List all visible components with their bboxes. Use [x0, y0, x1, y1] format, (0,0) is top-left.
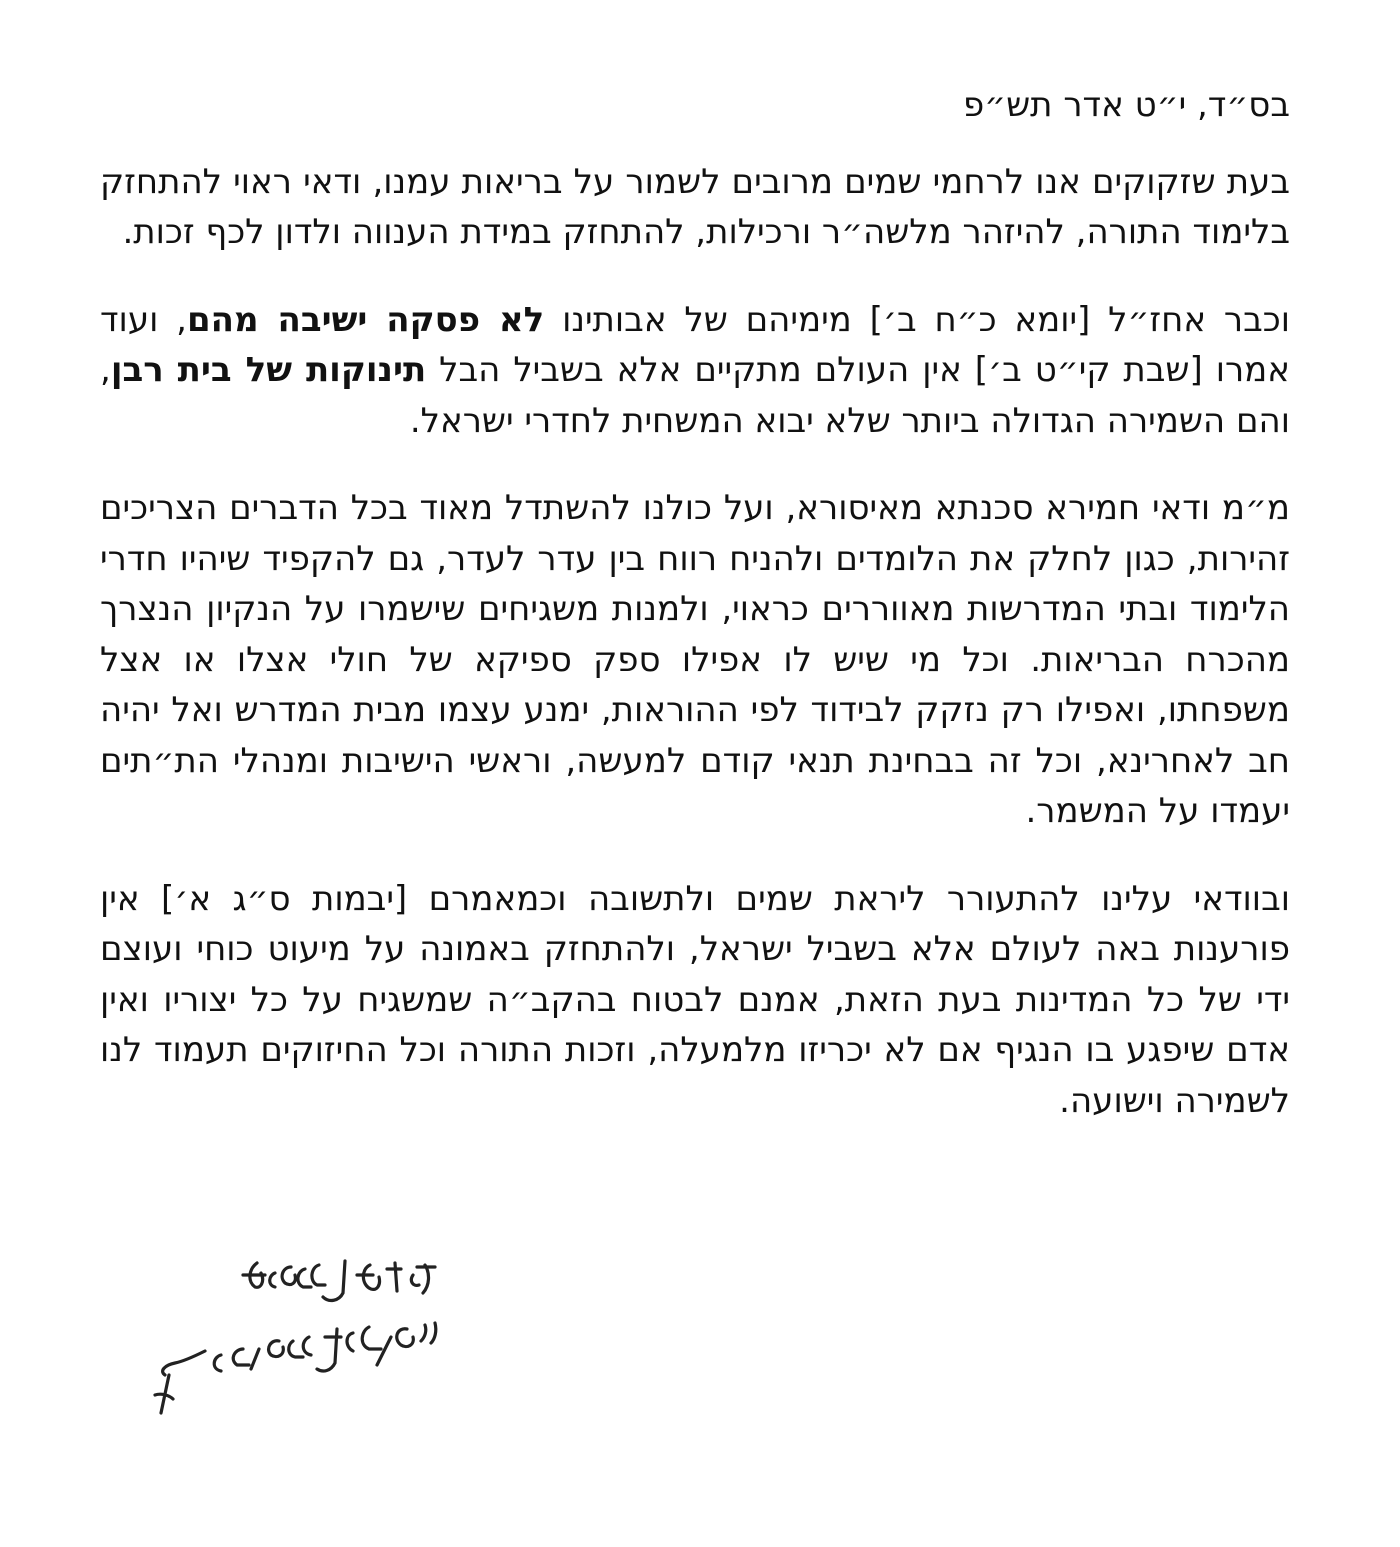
- paragraph-text: מ״מ ודאי חמירא סכנתא מאיסורא, ועל כולנו להשתדל מאוד בכל הדברים הצריכים זהירות, כגון לחלק את הלומדים ולהניח רווח בין עדר לעדר, גם להקפיד שיהיו חדרי הלימוד ובתי המדרשות מאווררים כראוי, ולמנות משגיחים שישמרו על הנקיון הנצרך מהכרח הבריאות. וכל מי שיש לו אפילו ספק ספיקא של חולי אצלו או אצל משפחתו, ואפילו רק נזקק לבידוד לפי ההוראות, ימנע עצמו מבית המדרש ואל יהיה חב לאחרינא, וכל זה בבחינת תנאי קודם למעשה, וראשי הישיבות ומנהלי הת״תים יעמדו על המשמר.: [100, 488, 1290, 831]
- paragraph-text: , ועוד אמרו [שבת קי״ט ב׳] אין העולם מתקיים אלא בשביל הבל: [100, 299, 1290, 390]
- signature-2: [155, 1323, 436, 1413]
- letter-paragraph-4: [100, 874, 1290, 1127]
- emphasized-quote: תינוקות של בית רבן: [110, 350, 427, 390]
- paragraph-text: בעת שזקוקים אנו לרחמי שמים מרובים לשמור על בריאות עמנו, ודאי ראוי להתחזק בלימוד התורה, להיזהר מלשה״ר ורכילות, להתחזק במידת הענווה ולדון לכף זכות.: [100, 161, 1290, 252]
- letter-paragraph-1: [100, 157, 1290, 258]
- paragraph-text: וכבר אחז״ל [יומא כ״ח ב׳] מימיהם של אבותינו: [544, 299, 1290, 340]
- letter-body: [100, 80, 1290, 1163]
- letter-paragraph-2: [100, 295, 1290, 447]
- letter-paragraphs: [100, 157, 1290, 1127]
- emphasized-quote: לא פסקה ישיבה מהם: [187, 299, 545, 340]
- paragraph-text: ובוודאי עלינו להתעורר ליראת שמים ולתשובה וכמאמרם [יבמות ס״ג א׳] אין פורענות באה לעולם אלא בשביל ישראל, ולהתחזק באמונה על מיעוט כוחי ועוצם ידי של כל המדינות בעת הזאת, אמנם לבטוח בהקב״ה שמשגיח על כל יצוריו ואין אדם שיפגע בו הנגיף אם לא יכריזו מלמעלה, וזכות התורה וכל החיזוקים תעמוד לנו לשמירה וישועה.: [100, 878, 1290, 1121]
- paragraph-text: , והם השמירה הגדולה ביותר שלא יבוא המשחית לחדרי ישראל.: [100, 350, 1290, 441]
- handwritten-signatures: [125, 1245, 455, 1445]
- letter-paragraph-3: [100, 483, 1290, 837]
- signature-1: [243, 1261, 435, 1300]
- date-line: בס״ד, י״ט אדר תש״פ: [962, 85, 1290, 125]
